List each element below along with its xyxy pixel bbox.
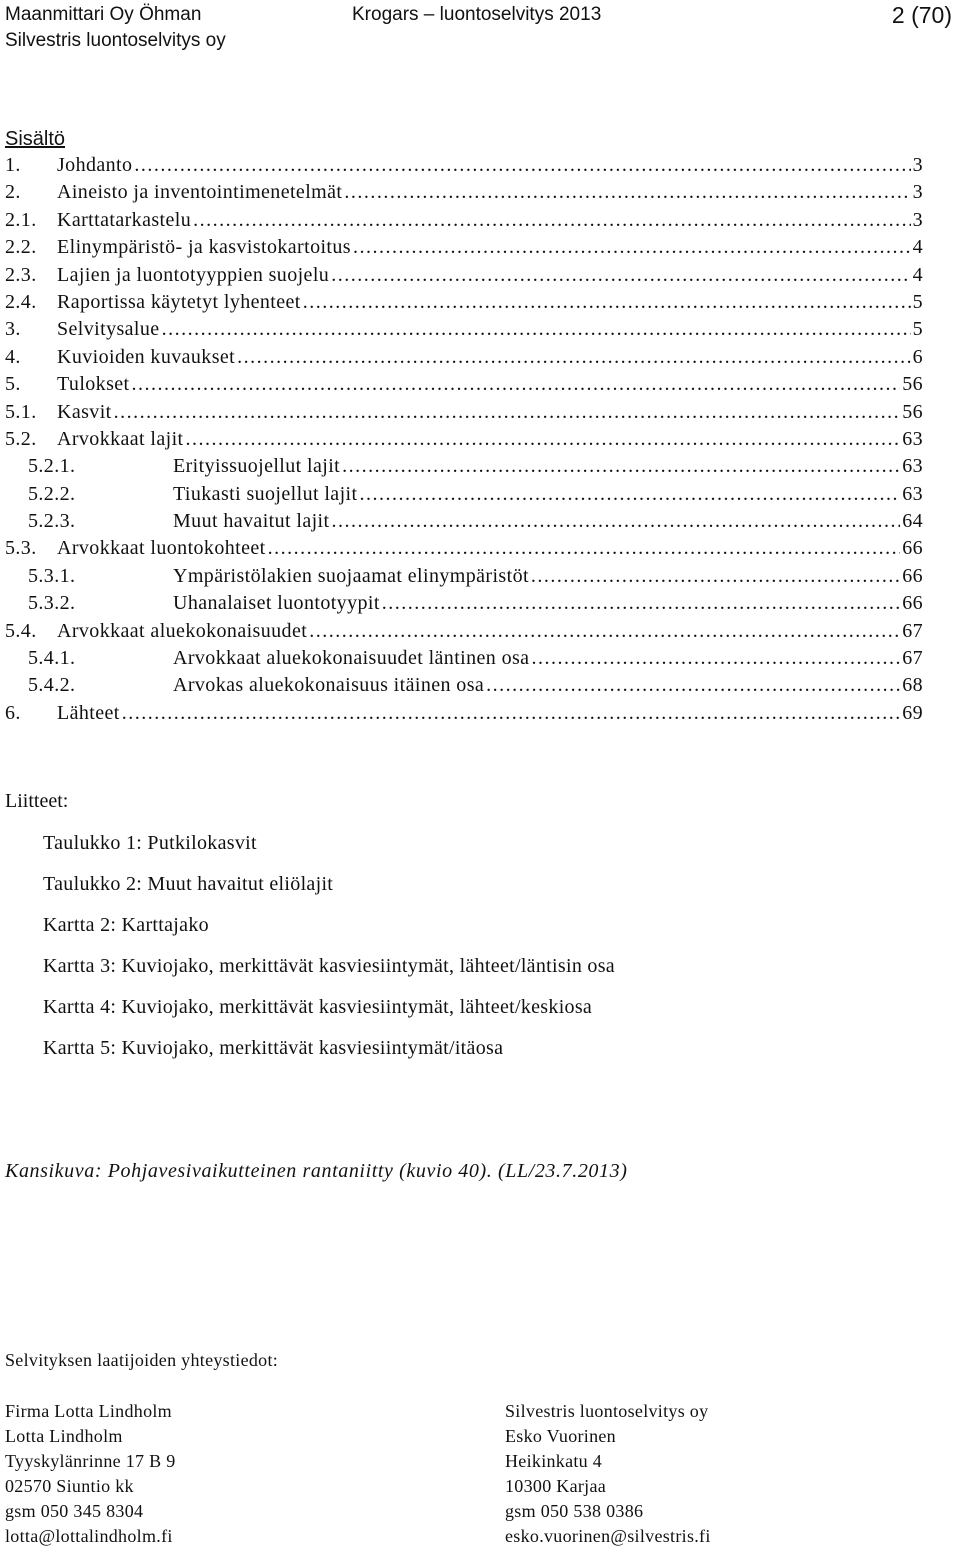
toc-entry-number: 5.3. [5,537,37,560]
header-company: Maanmittari Oy Öhman [5,4,202,25]
toc-leader-dots [303,291,911,314]
contact-line: Esko Vuorinen [505,1426,616,1446]
contact-line: Firma Lotta Lindholm [5,1401,172,1421]
toc-entry-page: 56 [902,400,923,423]
toc-entry-label: Karttatarkastelu [57,208,192,231]
toc-entry-label: Tiukasti suojellut lajit [173,482,358,505]
toc-entry-number: 5.2.3. [28,510,76,533]
toc-entry-page: 6 [912,345,923,368]
contacts-title: Selvityksen laatijoiden yhteystiedot: [5,1350,279,1370]
toc-entry-number: 2.1. [5,208,37,231]
toc-entry-number: 5.4. [5,619,37,642]
toc-entry[interactable] [5,510,923,537]
contact-line: Tyyskylänrinne 17 B 9 [5,1451,176,1471]
toc-entry-page: 4 [912,236,923,259]
toc-leader-dots [134,154,910,177]
toc-entry[interactable] [5,647,923,674]
toc-entry[interactable] [5,537,923,564]
contact-line: esko.vuorinen@silvestris.fi [505,1526,711,1546]
toc-leader-dots [342,455,900,478]
toc-entry-page: 5 [912,318,923,341]
toc-entry-page: 64 [902,510,923,533]
toc-entry-number: 5.2. [5,427,37,450]
toc-entry-page: 3 [912,208,923,231]
toc-leader-dots [344,181,910,204]
contact-line: gsm 050 345 8304 [5,1501,144,1521]
attachment-item: Kartta 4: Kuviojako, merkittävät kasviesiintymät, lähteet/keskiosa [43,996,593,1018]
toc-entry-number: 2.4. [5,290,37,313]
attachment-item: Kartta 3: Kuviojako, merkittävät kasviesiintymät, lähteet/läntisin osa [43,955,615,977]
toc-entry-number: 2.2. [5,236,37,259]
toc-entry-page: 63 [902,427,923,450]
toc-entry[interactable] [5,428,923,455]
toc-entry-number: 5.3.2. [28,592,76,615]
toc-entry-label: Arvokas aluekokonaisuus itäinen osa [173,674,485,697]
toc-leader-dots [531,565,900,588]
toc-entry-label: Muut havaitut lajit [173,510,330,533]
contact-line: gsm 050 538 0386 [505,1501,644,1521]
header-company-2: Silvestris luontoselvitys oy [5,30,226,51]
toc-entry-label: Lähteet [57,701,120,724]
toc-entry-label: Arvokkaat lajit [57,427,184,450]
toc-entry-page: 66 [902,592,923,615]
toc-entry-label: Lajien ja luontotyyppien suojelu [57,263,330,286]
attachments-list [43,832,615,1078]
contact-line: 02570 Siuntio kk [5,1476,134,1496]
attachment-item: Kartta 2: Karttajako [43,914,209,936]
toc-entry-page: 66 [902,537,923,560]
toc-entry[interactable] [5,401,923,428]
toc-entry-page: 3 [912,154,923,176]
toc-entry-page: 67 [902,647,923,670]
table-of-contents [5,154,923,729]
toc-leader-dots [162,318,911,341]
toc-entry-label: Kuvioiden kuvaukset [57,345,236,368]
toc-entry-page: 5 [912,290,923,313]
toc-entry[interactable] [5,236,923,263]
contact-line: Heikinkatu 4 [505,1451,603,1471]
toc-entry-page: 67 [902,619,923,642]
toc-entry[interactable] [5,565,923,592]
toc-entry-number: 5.1. [5,400,37,423]
toc-leader-dots [132,373,901,396]
toc-leader-dots [353,236,911,259]
attachment-item: Taulukko 1: Putkilokasvit [43,832,257,854]
toc-entry-number: 3. [5,318,21,341]
toc-entry-label: Ympäristölakien suojaamat elinympäristöt [173,564,529,587]
header-page-number: 2 (70) [891,2,952,28]
toc-entry-label: Arvokkaat aluekokonaisuudet läntinen osa [173,647,530,670]
toc-leader-dots [309,620,900,643]
page-header [0,2,960,54]
toc-entry[interactable] [5,592,923,619]
contact-line: Silvestris luontoselvitys oy [505,1401,709,1421]
toc-entry-number: 2.3. [5,263,37,286]
toc-leader-dots [193,209,910,232]
toc-entry-label: Selvitysalue [57,318,160,341]
toc-entry[interactable] [5,620,923,647]
attachment-item: Taulukko 2: Muut havaitut eliölajit [43,873,334,895]
contact-right [505,1401,711,1551]
toc-entry-number: 5.4.1. [28,647,76,670]
toc-entry-number: 6. [5,701,21,724]
contact-left [5,1401,176,1551]
toc-entry-number: 5.3.1. [28,564,76,587]
toc-entry-label: Tulokset [57,373,130,396]
toc-leader-dots [331,510,900,533]
toc-entry-number: 2. [5,181,21,204]
toc-leader-dots [359,483,900,506]
toc-entry-page: 3 [912,181,923,204]
toc-entry[interactable] [5,674,923,701]
toc-leader-dots [331,264,910,287]
toc-entry-number: 5.2.2. [28,482,76,505]
contact-line: Lotta Lindholm [5,1426,123,1446]
toc-entry-number: 5.2.1. [28,455,76,478]
contact-line: 10300 Karjaa [505,1476,607,1496]
toc-entry-number: 5.4.2. [28,674,76,697]
toc-leader-dots [186,428,901,451]
toc-entry-number: 4. [5,345,21,368]
toc-entry-page: 56 [902,373,923,396]
toc-entry-label: Elinympäristö- ja kasvistokartoitus [57,236,351,259]
toc-entry[interactable] [5,181,923,208]
toc-entry[interactable] [5,702,923,729]
toc-entry-label: Aineisto ja inventointimenetelmät [57,181,343,204]
toc-entry-page: 66 [902,564,923,587]
toc-entry[interactable] [5,291,923,318]
toc-entry-page: 63 [902,455,923,478]
contact-line: lotta@lottalindholm.fi [5,1526,173,1546]
toc-leader-dots [114,401,901,424]
toc-entry[interactable] [5,455,923,482]
toc-entry-label: Erityissuojellut lajit [173,455,341,478]
toc-entry[interactable] [5,346,923,373]
toc-entry-label: Kasvit [57,400,112,423]
toc-title: Sisältö [5,128,66,150]
toc-entry[interactable] [5,154,923,181]
toc-leader-dots [122,702,900,725]
toc-leader-dots [268,537,901,560]
toc-entry-label: Uhanalaiset luontotyypit [173,592,380,615]
toc-entry-label: Arvokkaat aluekokonaisuudet [57,619,308,642]
toc-entry-page: 63 [902,482,923,505]
toc-entry[interactable] [5,373,923,400]
toc-entry-number: 1. [5,154,21,176]
toc-entry[interactable] [5,209,923,236]
toc-leader-dots [486,674,900,697]
toc-entry-page: 69 [902,701,923,724]
toc-entry-page: 68 [902,674,923,697]
attachment-item: Kartta 5: Kuviojako, merkittävät kasviesiintymät/itäosa [43,1037,504,1059]
toc-leader-dots [382,592,900,615]
attachments-title: Liitteet: [5,790,69,812]
toc-entry-label: Johdanto [57,154,133,176]
toc-entry-page: 4 [912,263,923,286]
toc-entry[interactable] [5,483,923,510]
toc-entry[interactable] [5,318,923,345]
header-doc-title: Krogars – luontoselvitys 2013 [352,4,602,25]
toc-leader-dots [531,647,900,670]
toc-entry[interactable] [5,264,923,291]
toc-leader-dots [237,346,910,369]
toc-entry-label: Arvokkaat luontokohteet [57,537,266,560]
cover-caption: Kansikuva: Pohjavesivaikutteinen rantaniitty (kuvio 40). (LL/23.7.2013) [5,1160,628,1182]
toc-entry-number: 5. [5,373,21,396]
toc-entry-label: Raportissa käytetyt lyhenteet [57,290,301,313]
